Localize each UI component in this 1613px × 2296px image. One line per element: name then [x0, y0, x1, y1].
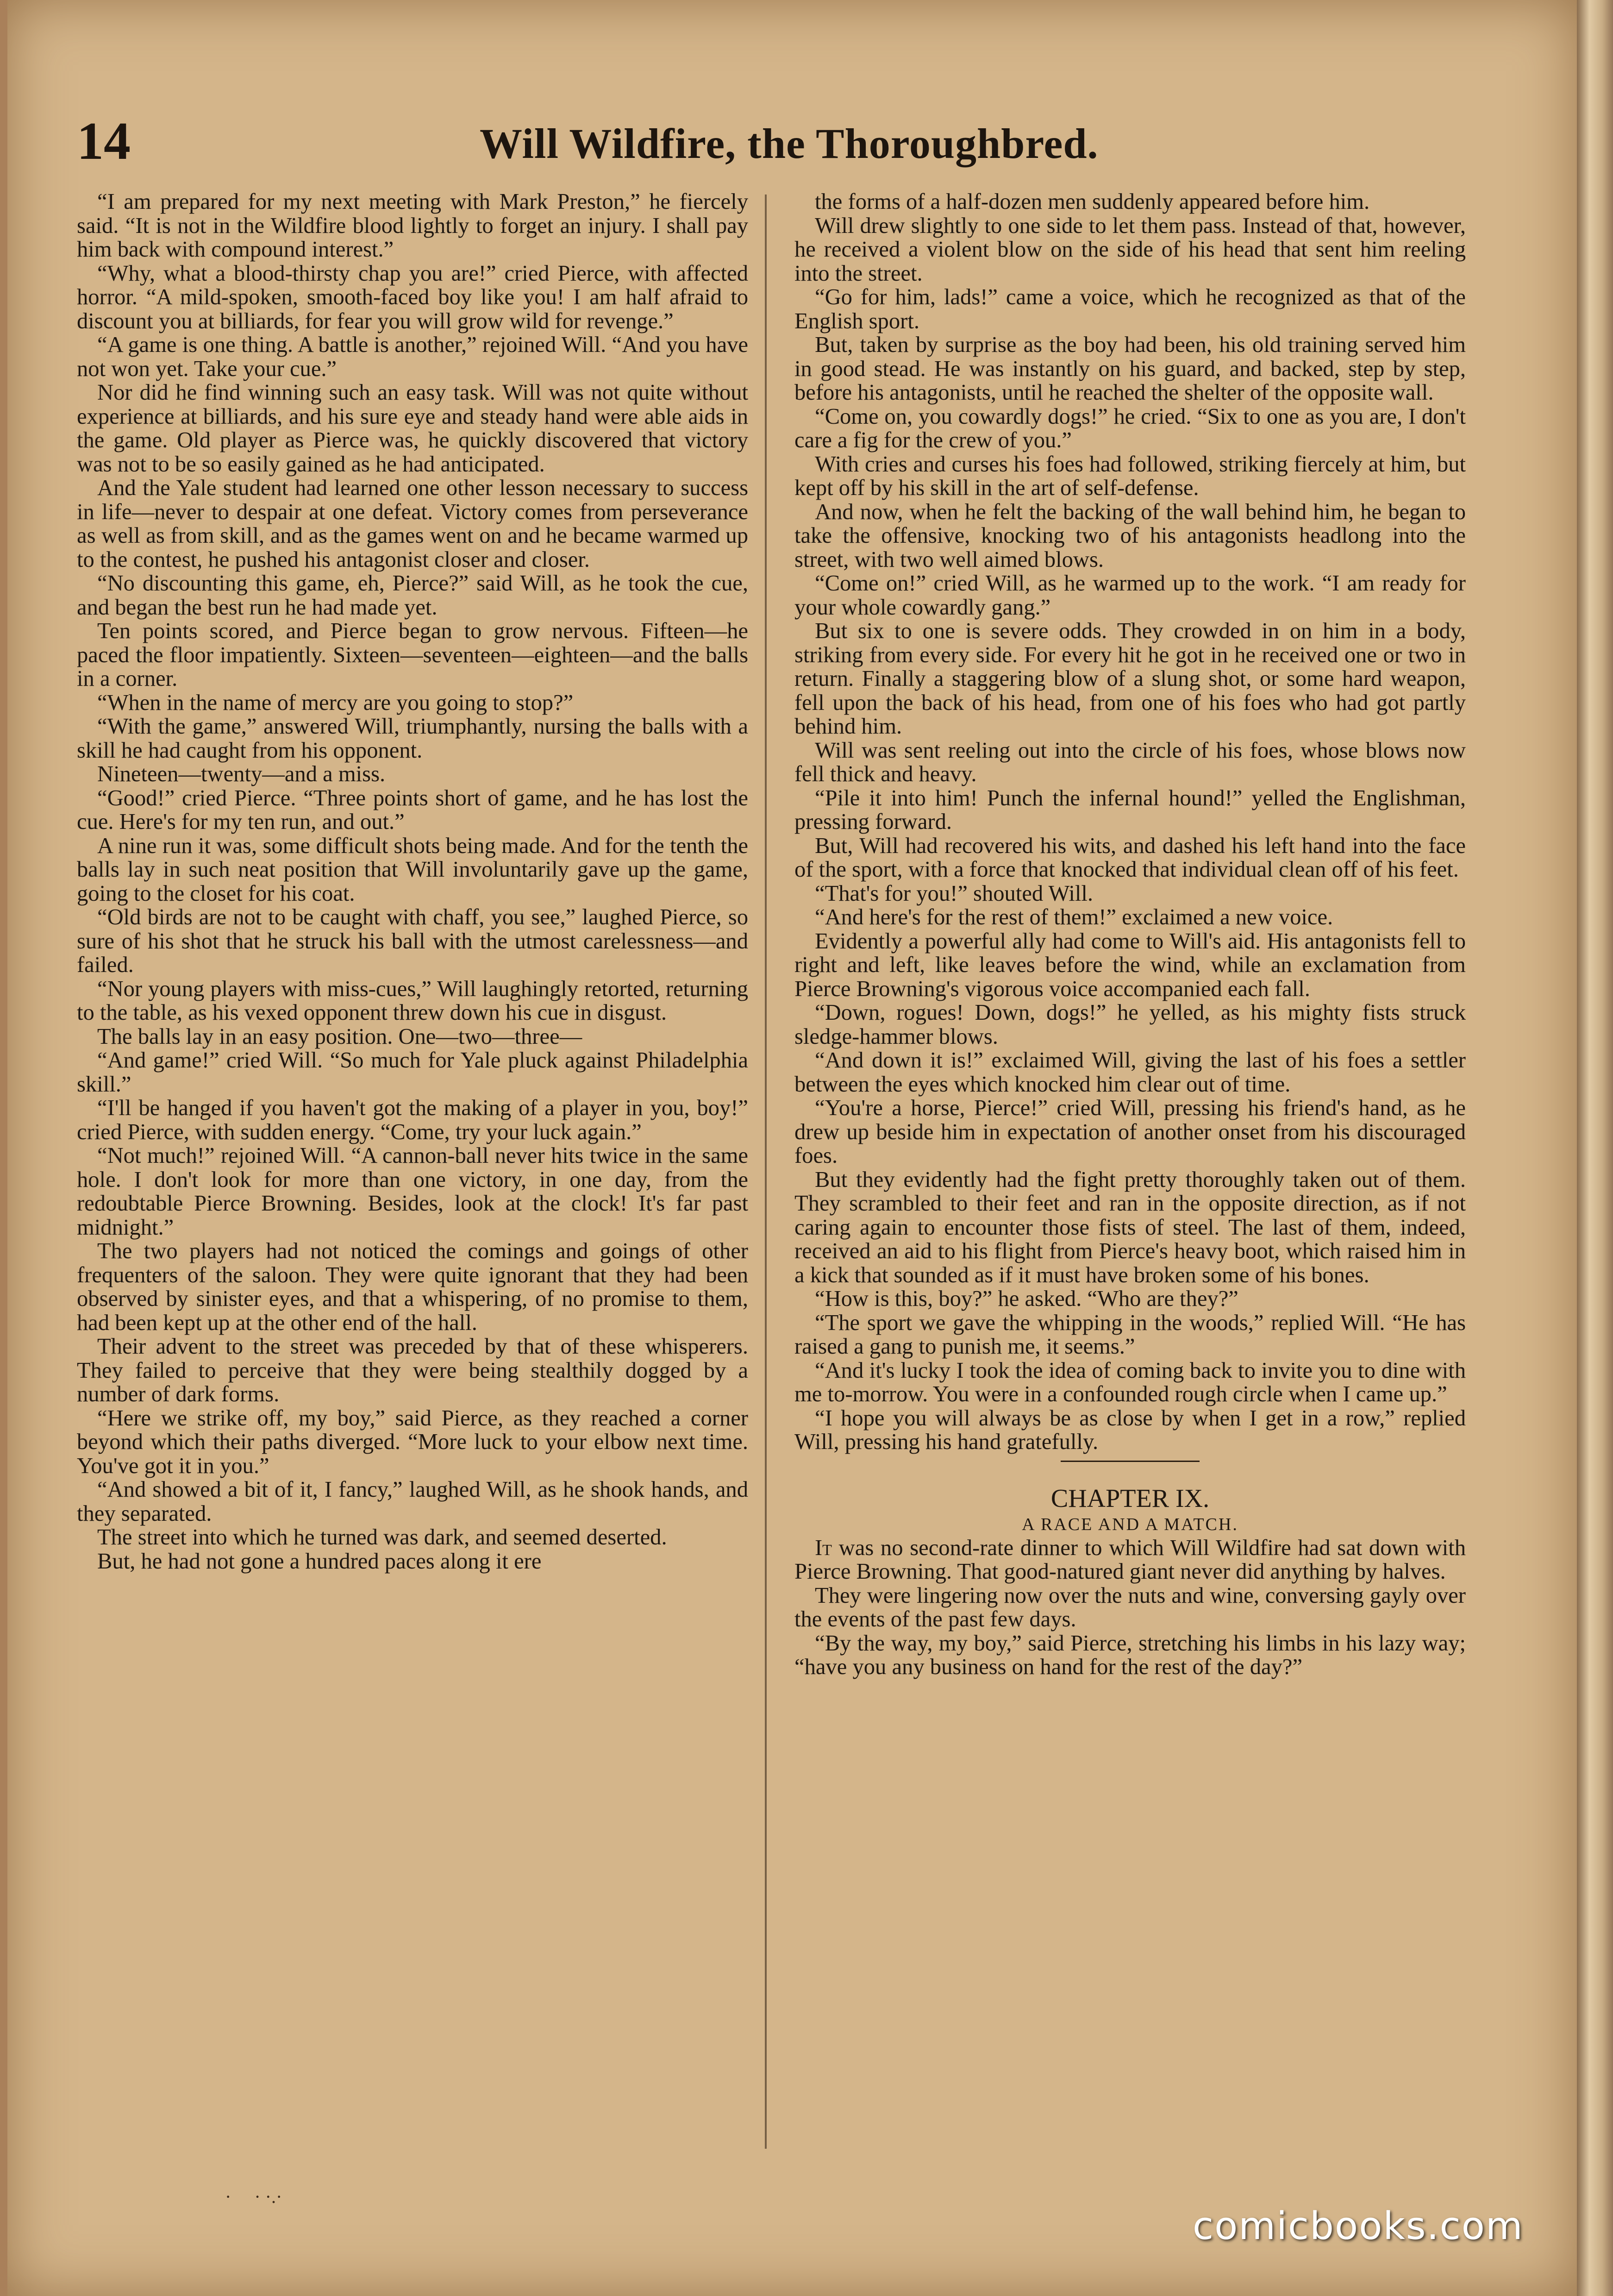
- paragraph: “With the game,” answered Will, triumphantly, nursing the balls with a skill he had caught from his opponent.: [77, 714, 748, 763]
- paragraph: “And down it is!” exclaimed Will, giving the last of his foes a settler between the eyes which knocked him clear out of time.: [794, 1048, 1466, 1097]
- adjacent-page-edge: [1577, 0, 1613, 2296]
- paragraph: And the Yale student had learned one other lesson necessary to success in life—never to despair at one defeat. Victory comes from perseverance as well as from skill, and as the games went on and he became warmed up to the contest, he pushed his antagonist closer and closer.: [77, 475, 748, 572]
- paragraph: “Nor young players with miss-cues,” Will laughingly retorted, returning to the table, as his vexed opponent threw down his cue in disgust.: [77, 976, 748, 1025]
- chapter-opening-paragraph: [794, 1536, 1466, 1584]
- paragraph: They were lingering now over the nuts and wine, conversing gayly over the events of the past few days.: [794, 1582, 1466, 1631]
- page-header: [7, 107, 1577, 181]
- left-column: [77, 190, 748, 2153]
- paragraph: “No discounting this game, eh, Pierce?” said Will, as he took the cue, and began the best run he had made yet.: [77, 571, 748, 620]
- column-divider: [765, 194, 767, 2149]
- paragraph: “A game is one thing. A battle is another,” rejoined Will. “And you have not won yet. Take your cue.”: [77, 332, 748, 381]
- paragraph: “That's for you!” shouted Will.: [815, 880, 1094, 906]
- paragraph: “Old birds are not to be caught with chaff, you see,” laughed Pierce, so sure of his shot that he struck his ball with the utmost carelessness—and failed.: [77, 904, 748, 977]
- paragraph: “Come on!” cried Will, as he warmed up to the work. “I am ready for your whole cowardly gang.”: [794, 571, 1466, 620]
- paragraph: “Down, rogues! Down, dogs!” he yelled, as his mighty fists struck sledge-hammer blows.: [794, 1000, 1466, 1049]
- paragraph: Evidently a powerful ally had come to Will's aid. His antagonists fell to right and left, like leaves before the wind, while an exclamation from Pierce Browning's vigorous voice accompanied each fall.: [794, 928, 1466, 1001]
- paragraph: Will drew slightly to one side to let them pass. Instead of that, however, he received a violent blow on the side of his head that sent him reeling into the street.: [794, 213, 1466, 286]
- chapter-heading: CHAPTER IX.: [1050, 1484, 1210, 1513]
- paragraph: “How is this, boy?” he asked. “Who are they?”: [815, 1286, 1238, 1311]
- paragraph: “When in the name of mercy are you going to stop?”: [97, 690, 574, 715]
- paragraph: The street into which he turned was dark, and seemed deserted.: [97, 1524, 667, 1549]
- paragraph: “Pile it into him! Punch the infernal hound!” yelled the Englishman, pressing forward.: [794, 785, 1466, 834]
- magazine-page: [7, 0, 1577, 2296]
- paragraph: “I'll be hanged if you haven't got the making of a player in you, boy!” cried Pierce, with sudden energy. “Come, try your luck again.”: [77, 1095, 748, 1144]
- paragraph: But they evidently had the fight pretty thoroughly taken out of them. They scrambled to their feet and ran in the opposite direction, as if not caring again to encounter those fists of steel. The last of them, indeed, received an aid to his flight from Pierce's heavy boot, which raised him in a kick that sounded as if it must have broken some of his bones.: [794, 1167, 1466, 1287]
- paragraph: the forms of a half-dozen men suddenly appeared before him.: [815, 190, 1370, 214]
- paragraph: A nine run it was, some difficult shots being made. And for the tenth the balls lay in such neat position that Will involuntarily gave up the game, going to the closet for his coat.: [77, 833, 748, 906]
- paragraph: “I am prepared for my next meeting with Mark Preston,” he fiercely said. “It is not in the Wildfire blood lightly to forget an injury. I shall pay him back with compound interest.”: [77, 190, 748, 262]
- paragraph: The two players had not noticed the comings and goings of other frequenters of the saloon. They were quite ignorant that they had been observed by sinister eyes, and that a whispering, of no promise to them, had been kept up at the other end of the hall.: [77, 1238, 748, 1335]
- paragraph: But, he had not gone a hundred paces along it ere: [97, 1548, 542, 1574]
- paragraph: “Go for him, lads!” came a voice, which he recognized as that of the English sport.: [794, 284, 1466, 333]
- paragraph: But, taken by surprise as the boy had been, his old training served him in good stead. He was instantly on his guard, and backed, step by step, before his antagonists, until he reached the shelter of the opposite wall.: [794, 332, 1466, 405]
- site-watermark: comicbooks.com: [1193, 2204, 1524, 2248]
- paragraph: “And game!” cried Will. “So much for Yale pluck against Philadelphia skill.”: [77, 1048, 748, 1097]
- paragraph: “Good!” cried Pierce. “Three points short of game, and he has lost the cue. Here's for my ten run, and out.”: [77, 785, 748, 834]
- paragraph: “Why, what a blood-thirsty chap you are!” cried Pierce, with affected horror. “A mild-spoken, smooth-faced boy like you! I am half afraid to discount you at billiards, for fear you will grow wild for revenge.”: [77, 260, 748, 333]
- page-number: 14: [77, 112, 131, 171]
- paragraph: “You're a horse, Pierce!” cried Will, pressing his friend's hand, as he drew up beside him in expectation of another onset from his discouraged foes.: [794, 1095, 1466, 1168]
- right-column-part-one: [794, 190, 1466, 1454]
- right-column: [794, 190, 1466, 2153]
- paragraph: Will was sent reeling out into the circle of his foes, whose blows now fell thick and heavy.: [794, 737, 1466, 786]
- paragraph: “I hope you will always be as close by when I get in a row,” replied Will, pressing his hand gratefully.: [794, 1405, 1466, 1454]
- paragraph: “Come on, you cowardly dogs!” he cried. “Six to one as you are, I don't care a fig for the crew of you.”: [794, 403, 1466, 452]
- chapter-rule: [1061, 1461, 1200, 1462]
- paragraph: Nor did he find winning such an easy task. Will was not quite without experience at billiards, and his sure eye and steady hand were able aids in the game. Old player as Pierce was, he quickly discovered that victory was not to be so easily gained as he had anticipated.: [77, 380, 748, 477]
- chapter-subtitle: A RACE AND A MATCH.: [1022, 1514, 1238, 1534]
- paragraph: “And it's lucky I took the idea of coming back to invite you to dine with me to-morrow. You were in a confounded rough circle when I came up.”: [794, 1357, 1466, 1406]
- paragraph: But six to one is severe odds. They crowded in on him in a body, striking from every side. For every hit he got in he received one or two in return. Finally a staggering blow of a slung shot, or some hard weapon, fell upon the back of his head, from one of his foes who had got partly behind him.: [794, 618, 1466, 739]
- paragraph: Ten points scored, and Pierce began to grow nervous. Fifteen—he paced the floor impatiently. Sixteen—seventeen—eighteen—and the balls in a corner.: [77, 618, 748, 691]
- paragraph: “And showed a bit of it, I fancy,” laughed Will, as he shook hands, and they separated.: [77, 1477, 748, 1526]
- paragraph: The balls lay in an easy position. One—two—three—: [97, 1023, 582, 1049]
- paragraph: Nineteen—twenty—and a miss.: [97, 761, 386, 786]
- paragraph: With cries and curses his foes had followed, striking fiercely at him, but kept off by his skill in the art of self-defense.: [794, 451, 1466, 500]
- paragraph: And now, when he felt the backing of the wall behind him, he began to take the offensive, knocking two of his antagonists headlong into the street, with two well aimed blows.: [794, 499, 1466, 572]
- chapter-first-rest: was no second-rate dinner to which Will Wildfire had sat down with Pierce Browning. That good-natured giant never did anything by halves.: [794, 1535, 1466, 1584]
- paragraph: “The sport we gave the whipping in the woods,” replied Will. “He has raised a gang to punish me, it seems.”: [794, 1310, 1466, 1359]
- paragraph: “Here we strike off, my boy,” said Pierce, as they reached a corner beyond which their paths diverged. “More luck to your elbow next time. You've got it in you.”: [77, 1405, 748, 1478]
- running-title: Will Wildfire, the Thoroughbred.: [480, 120, 1099, 167]
- paragraph: But, Will had recovered his wits, and dashed his left hand into the face of the sport, with a force that knocked that individual clean off of his feet.: [794, 833, 1466, 882]
- paragraph: “By the way, my boy,” said Pierce, stretching his limbs in his lazy way; “have you any business on hand for the rest of the day?”: [794, 1630, 1466, 1679]
- paragraph: “Not much!” rejoined Will. “A cannon-ball never hits twice in the same hole. I don't look for more than one victory, in one day, from the redoubtable Pierce Browning. Besides, look at the clock! It's far past midnight.”: [77, 1143, 748, 1240]
- print-specks: · · ·.·: [225, 2186, 282, 2207]
- right-column-part-two: [794, 1584, 1466, 1679]
- paragraph: Their advent to the street was preceded by that of these whisperers. They failed to perceive that they were being stealthily dogged by a number of dark forms.: [77, 1334, 748, 1406]
- paragraph: “And here's for the rest of them!” exclaimed a new voice.: [815, 904, 1333, 929]
- chapter-first-word: It: [815, 1535, 832, 1560]
